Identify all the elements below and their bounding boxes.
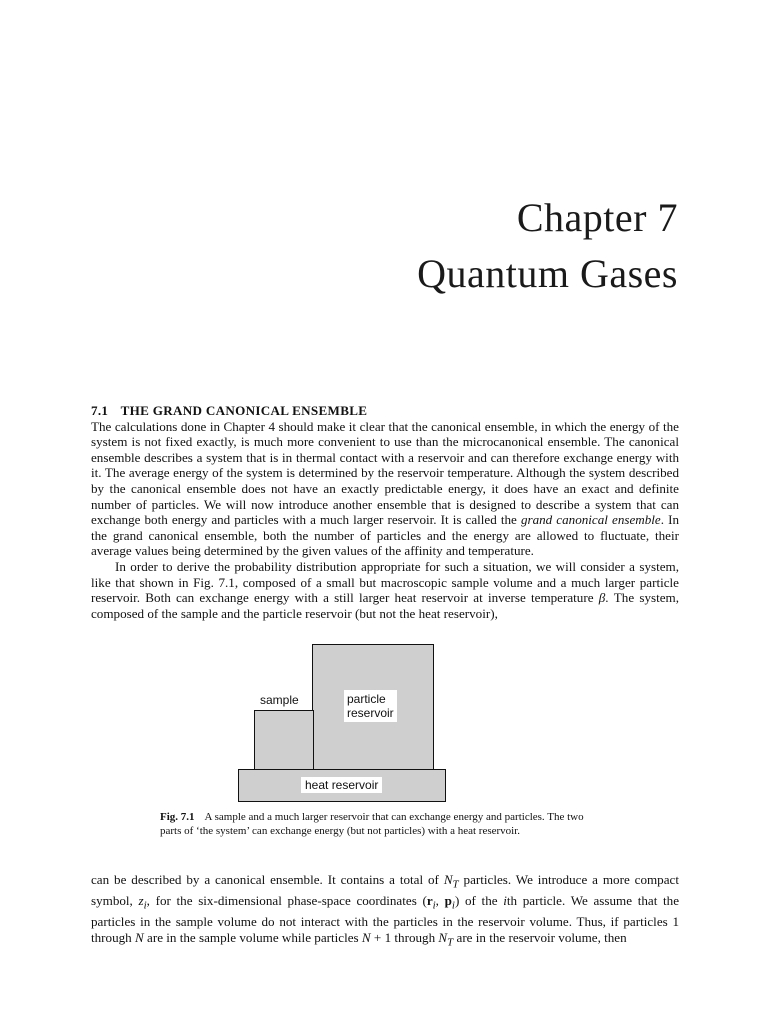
p3-N2: N <box>361 930 371 946</box>
p3-ri-sub: i <box>432 899 436 912</box>
p3-text-5: th particle. We assume that the particles in the sample volume do not interact with the particles in the reservoir volume. Thus, if particles 1 through <box>91 892 679 946</box>
heat-reservoir-label: heat reservoir <box>301 777 382 793</box>
figure-7-1 <box>238 644 448 804</box>
paragraph-1 <box>91 419 679 559</box>
figure-caption <box>160 810 600 838</box>
section-heading <box>91 403 679 419</box>
particle-reservoir-label <box>344 690 397 722</box>
paragraph-3 <box>91 872 679 951</box>
p3-text-8: are in the reservoir volume, then <box>453 930 627 946</box>
p3-zi: z <box>138 892 144 908</box>
p3-NT-sub: T <box>452 878 459 891</box>
paragraph-2 <box>91 559 679 621</box>
beta-symbol: β <box>598 590 606 606</box>
p3-pi-sub: i <box>451 899 455 912</box>
p3-text-3: , for the six-dimensional phase-space coordinates ( <box>146 892 427 908</box>
paragraph-1-text-b: . In the grand canonical ensemble, both the number of particles and the energy are allowed to fluctuate, their average values being determined by the given values of the affinity and temperature. <box>91 512 679 559</box>
section-7-1 <box>91 403 679 621</box>
paragraph-2-text-b: . The system, composed of the sample and the particle reservoir (but not the heat reservoir), <box>91 590 679 621</box>
grand-canonical-term: grand canonical ensemble <box>520 512 661 528</box>
p3-NT2: N <box>438 930 448 946</box>
section-number: 7.1 <box>91 403 109 418</box>
p3-pi: p <box>444 892 452 908</box>
section-title: THE GRAND CANONICAL ENSEMBLE <box>120 403 368 418</box>
p3-ith: i <box>503 892 507 908</box>
paragraph-1-text-a: The calculations done in Chapter 4 should make it clear that the canonical ensemble, in which the energy of the system is not fixed exactly, is much more convenient to use than the microcanonical ensemble. The canonical ensemble describes a system that is in thermal contact with a reservoir and can therefore exchange energy with it. The average energy of the system is determined by the reservoir temperature. Although the system described by the canonical ensemble does not have an exactly predictable energy, it does have an exact and definite number of particles. We will now introduce another ensemble that is designed to describe a system that can exchange both energy and particles with a much larger reservoir. It is called the <box>91 418 679 528</box>
p3-NT: N <box>443 872 453 887</box>
sample-box <box>254 710 314 772</box>
p3-comma: , <box>435 892 445 908</box>
chapter-heading <box>417 190 678 302</box>
particle-label-line1: particle <box>347 692 386 706</box>
p3-text-7: + 1 through <box>370 930 439 946</box>
paragraph-2-text-a: In order to derive the probability distribution appropriate for such a situation, we will consider a system, like that shown in Fig. 7.1, composed of a small but macroscopic sample volume and a much larger particle reservoir. Both can exchange energy with a still larger heat reservoir at inverse temperature <box>91 558 679 606</box>
sample-label: sample <box>260 693 299 707</box>
chapter-title: Quantum Gases <box>417 251 678 296</box>
p3-ri: r <box>426 892 433 908</box>
p3-text-4: ) of the <box>454 892 504 908</box>
p3-zi-sub: i <box>143 899 147 912</box>
particle-label-line2: reservoir <box>347 706 394 720</box>
caption-text: A sample and a much larger reservoir that can exchange energy and particles. The two parts of ‘the system’ can exchange energy (but not particles) with a heat reservoir. <box>160 811 584 838</box>
p3-text-2: particles. We introduce a more compact symbol, <box>91 872 679 908</box>
caption-label: Fig. 7.1 <box>160 811 195 823</box>
p3-NT2-sub: T <box>447 936 454 949</box>
p3-N1: N <box>135 930 144 946</box>
chapter-number: Chapter 7 <box>516 195 678 240</box>
p3-text-1: can be described by a canonical ensemble. It contains a total of <box>91 872 444 887</box>
p3-text-6: are in the sample volume while particles <box>143 930 362 946</box>
